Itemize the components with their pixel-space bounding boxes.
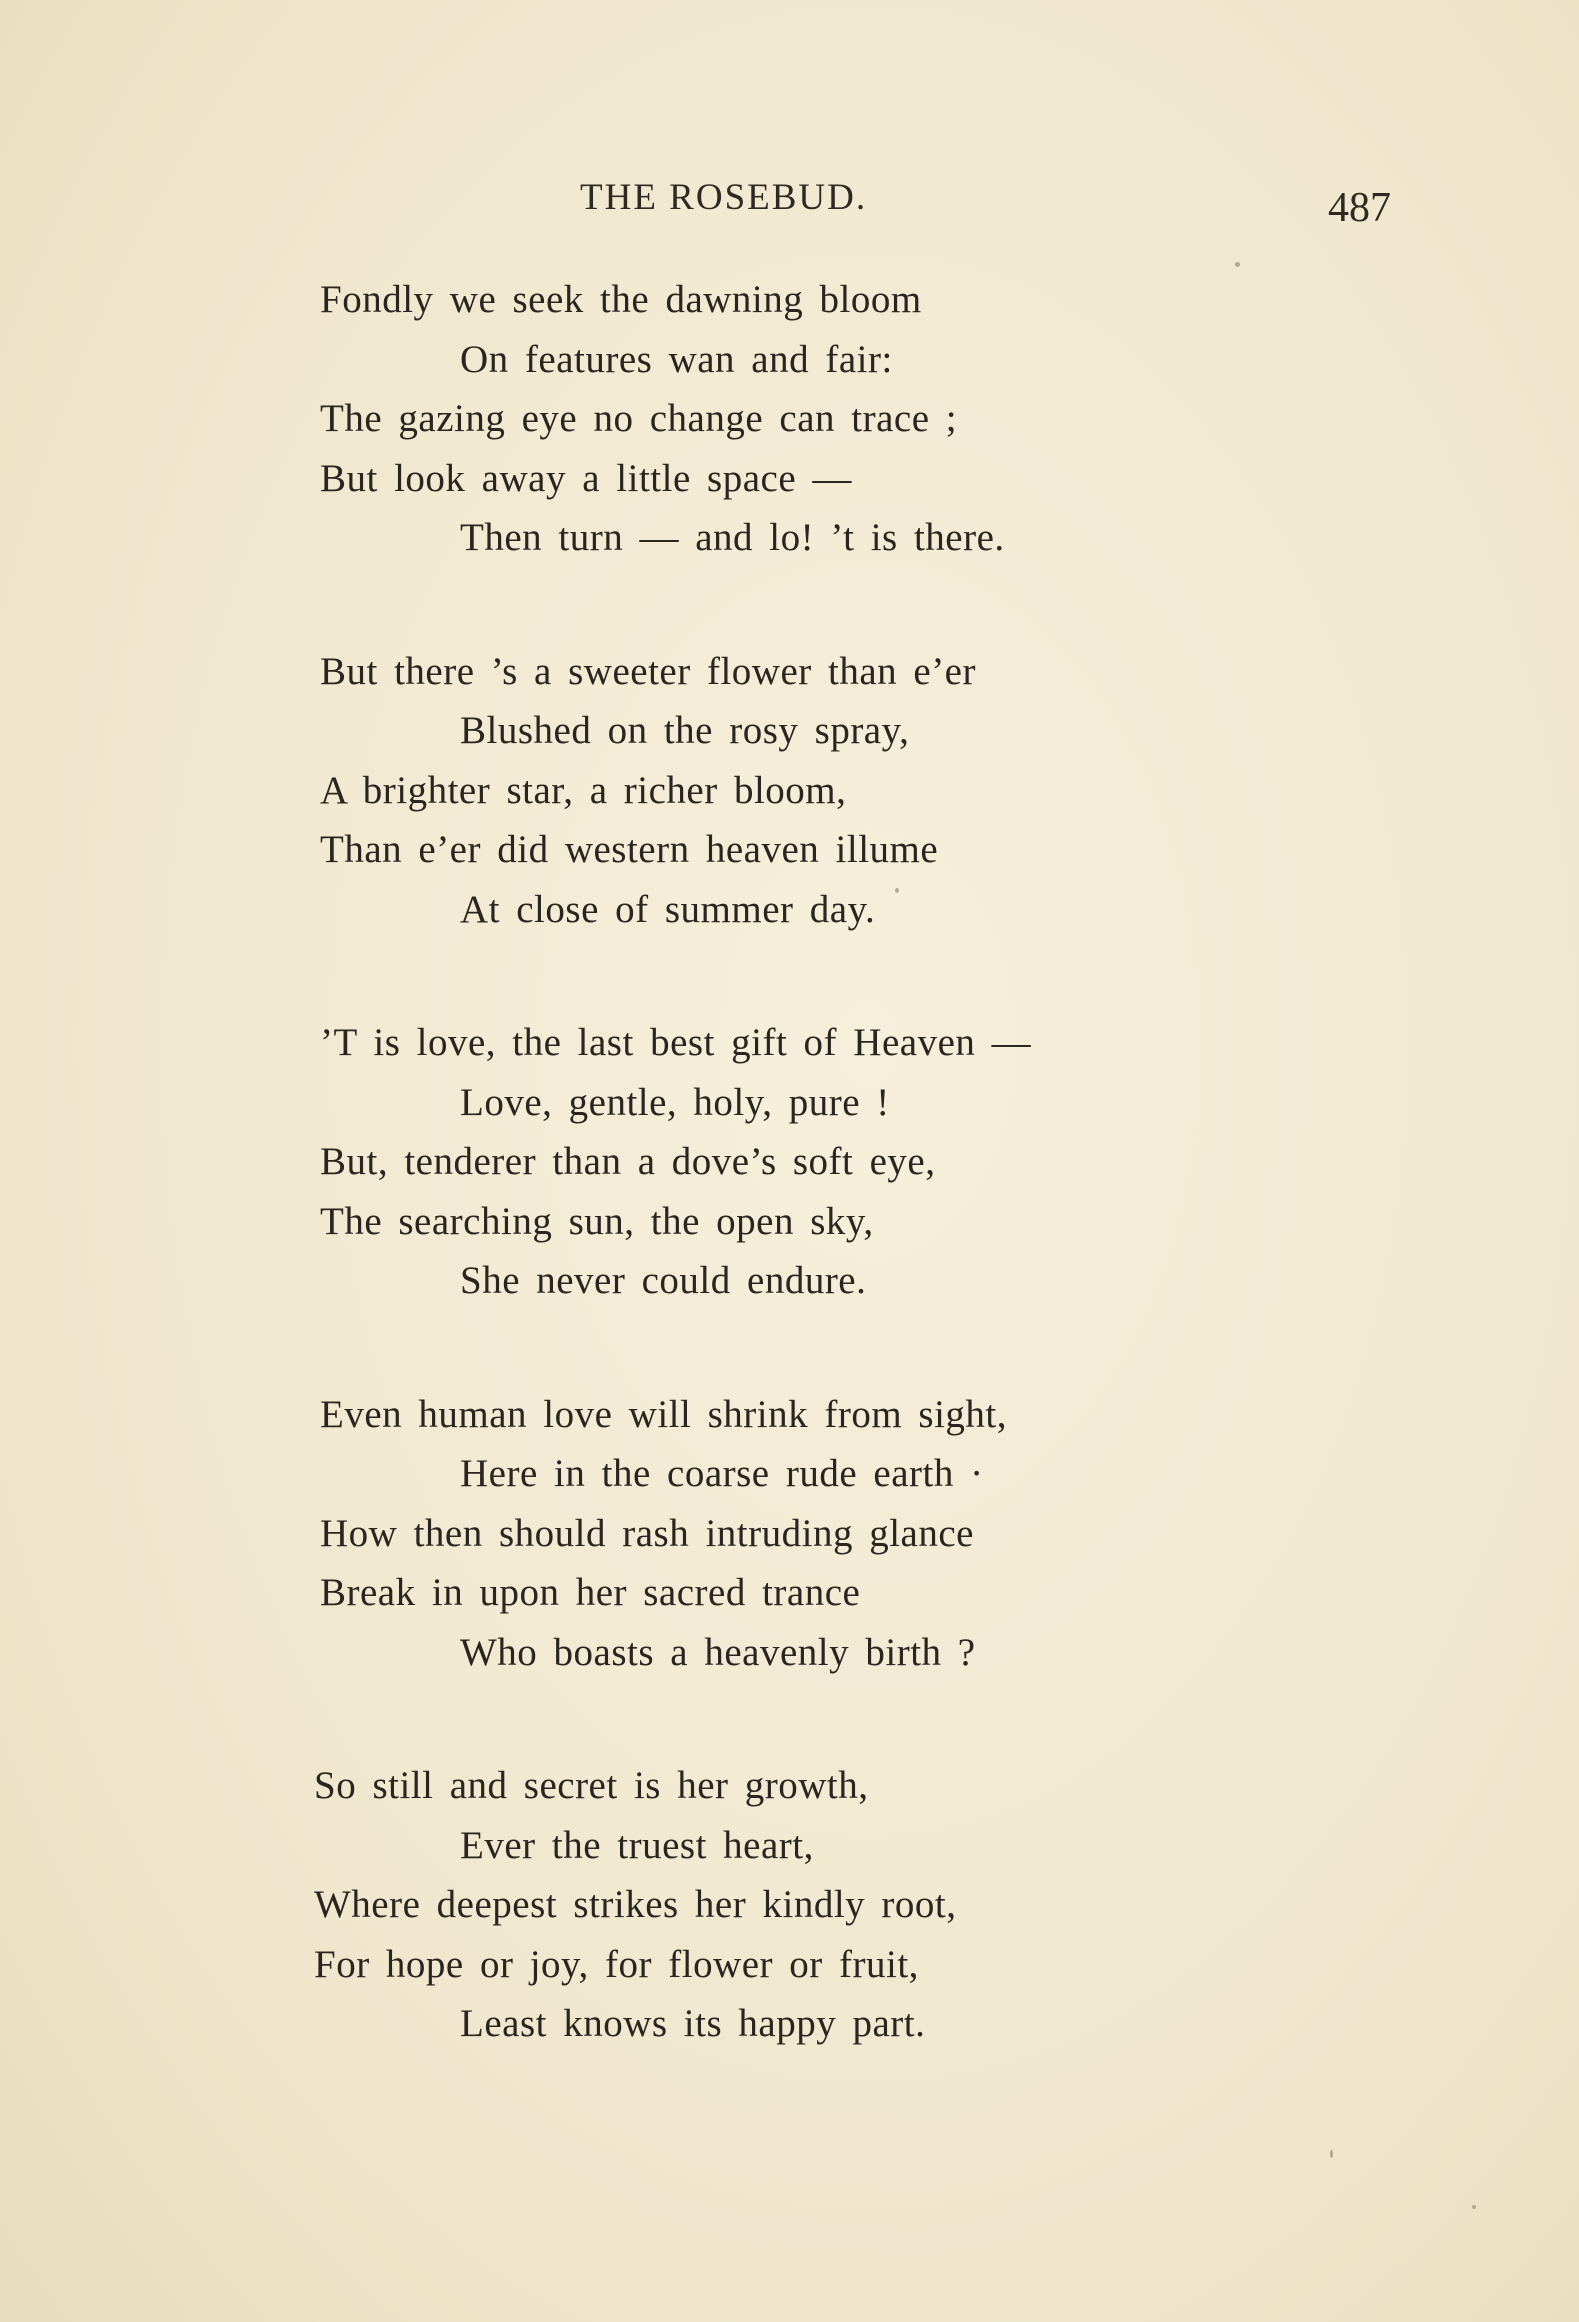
poem-line: The gazing eye no change can trace ; (320, 397, 958, 440)
page-number: 487 (1328, 185, 1391, 231)
poem-line: Fondly we seek the dawning bloom (320, 278, 922, 321)
poem-line: At close of summer day. (460, 887, 876, 931)
poem-line: The searching sun, the open sky, (320, 1199, 874, 1243)
stanza-3 (320, 1013, 1320, 1311)
stanza-5 (314, 1756, 1320, 2054)
poem (314, 270, 1320, 2128)
poem-line: ’T is love, the last best gift of Heaven — (320, 1021, 1032, 1064)
poem-line: Ever the truest heart, (460, 1823, 814, 1867)
poem-line: Even human love will shrink from sight, (320, 1392, 1008, 1436)
paper-speck (1235, 262, 1240, 267)
stanza-4 (320, 1385, 1320, 1683)
poem-line: Than e’er did western heaven illume (320, 828, 939, 871)
stanza-1 (320, 270, 1320, 568)
poem-line: But there ’s a sweeter flower than e’er (320, 649, 976, 693)
poem-line: Break in upon her sacred trance (320, 1571, 861, 1614)
poem-line: Love, gentle, holy, pure ! (460, 1080, 890, 1124)
poem-line: Where deepest strikes her kindly root, (314, 1883, 957, 1926)
poem-line: So still and secret is her growth, (314, 1764, 869, 1807)
poem-line: She never could endure. (460, 1259, 867, 1302)
poem-line: For hope or joy, for flower or fruit, (314, 1942, 919, 1986)
poem-line: Who boasts a heavenly birth ? (460, 1630, 976, 1674)
poem-line: Blushed on the rosy spray, (460, 709, 910, 752)
poem-line: But, tenderer than a dove’s soft eye, (320, 1140, 936, 1183)
poem-line: How then should rash intruding glance (320, 1511, 974, 1555)
paper-speck (1472, 2205, 1476, 2209)
poem-line: Then turn — and lo! ’t is there. (460, 516, 1005, 559)
poem-line: Least knows its happy part. (460, 2002, 926, 2045)
poem-line: But look away a little space — (320, 456, 852, 500)
stanza-2 (320, 642, 1320, 940)
running-head: THE ROSEBUD. (580, 177, 868, 218)
poem-line: A brighter star, a richer bloom, (320, 768, 847, 812)
poem-line: On features wan and fair: (460, 337, 893, 381)
paper-speck (1330, 2150, 1333, 2158)
poem-line: Here in the coarse rude earth · (460, 1452, 984, 1495)
